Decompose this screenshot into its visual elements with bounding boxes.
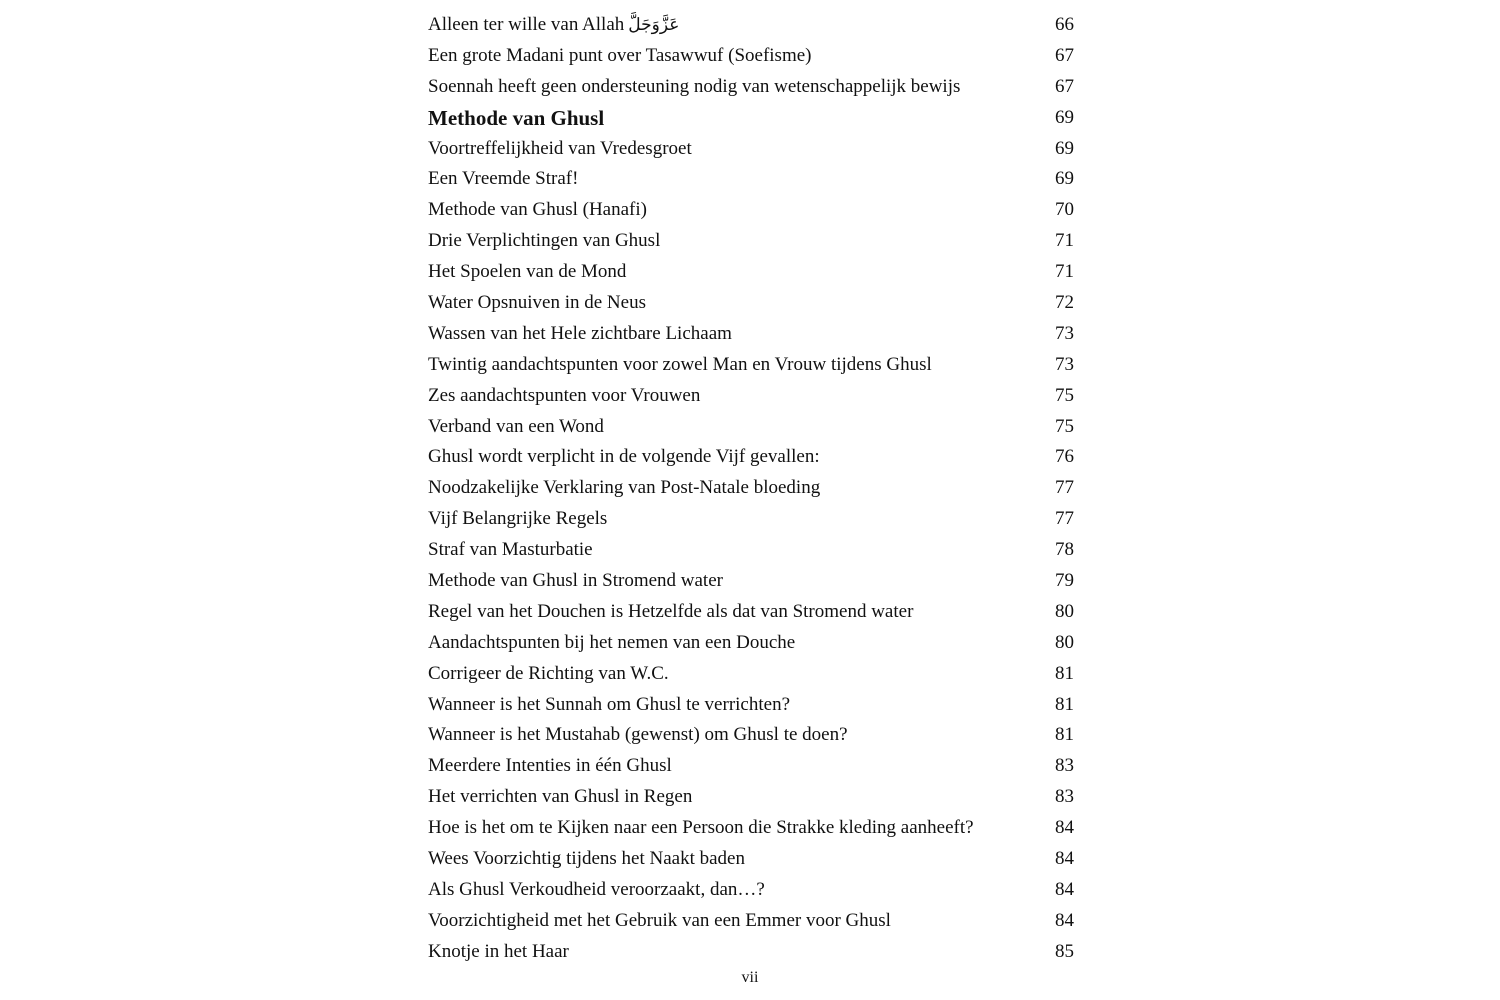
toc-entry-title-text: Als Ghusl Verkoudheid veroorzaakt, dan…? bbox=[428, 878, 765, 900]
toc-entry-title bbox=[428, 41, 812, 72]
toc-entry-title bbox=[428, 628, 795, 659]
toc-entry-page-number: 72 bbox=[1055, 292, 1074, 314]
toc-entry-page-number: 84 bbox=[1055, 848, 1074, 870]
toc-entry-title bbox=[428, 412, 604, 443]
toc-entry-page-number: 81 bbox=[1055, 724, 1074, 746]
toc-entry bbox=[428, 690, 1074, 721]
toc-entry-title-text: Straf van Masturbatie bbox=[428, 539, 593, 561]
toc-section-heading bbox=[428, 103, 1074, 134]
toc-entry-page-number: 85 bbox=[1055, 940, 1074, 962]
toc-entry-page-number: 81 bbox=[1055, 693, 1074, 715]
toc-entry-title bbox=[428, 473, 820, 504]
toc-entry-title bbox=[428, 720, 848, 751]
toc-entry bbox=[428, 813, 1074, 844]
toc-entry-title-text: Methode van Ghusl (Hanafi) bbox=[428, 199, 647, 221]
toc-entry-title-text: Een grote Madani punt over Tasawwuf (Soefisme) bbox=[428, 44, 812, 66]
toc-entry-title bbox=[428, 782, 692, 813]
toc-entry-title-text: Zes aandachtspunten voor Vrouwen bbox=[428, 384, 701, 406]
toc-entry-title bbox=[428, 288, 646, 319]
toc-entry bbox=[428, 782, 1074, 813]
toc-entry-title bbox=[428, 257, 626, 288]
toc-entry-page-number: 75 bbox=[1055, 384, 1074, 406]
toc-entry-page-number: 84 bbox=[1055, 817, 1074, 839]
toc-entry-title-text: Het verrichten van Ghusl in Regen bbox=[428, 786, 693, 808]
toc-entry-title bbox=[428, 226, 660, 257]
toc-entry bbox=[428, 628, 1074, 659]
toc-entry bbox=[428, 844, 1074, 875]
toc-entry bbox=[428, 659, 1074, 690]
toc-entry-page-number: 67 bbox=[1055, 44, 1074, 66]
toc-entry bbox=[428, 257, 1074, 288]
toc-entry bbox=[428, 288, 1074, 319]
toc-entry-title-text: Drie Verplichtingen van Ghusl bbox=[428, 230, 661, 252]
toc-entry bbox=[428, 164, 1074, 195]
page-number-footer: vii bbox=[741, 969, 759, 986]
toc-entry-title-text: Regel van het Douchen is Hetzelfde als dat van Stromend water bbox=[428, 600, 914, 622]
toc-entry-title-text: Het Spoelen van de Mond bbox=[428, 261, 627, 283]
toc-entry-page-number: 69 bbox=[1055, 137, 1074, 159]
toc-entry-arabic-honorific: عَزَّوَجَلَّ bbox=[628, 15, 680, 34]
toc-entry-title-text: Ghusl wordt verplicht in de volgende Vijf gevallen: bbox=[428, 446, 820, 468]
toc-entry-title-text: Knotje in het Haar bbox=[428, 940, 569, 962]
toc-entry-page-number: 78 bbox=[1055, 539, 1074, 561]
toc-entry-title-text: Methode van Ghusl in Stromend water bbox=[428, 570, 723, 592]
toc-entry-title bbox=[428, 442, 820, 473]
toc-entry-page-number: 66 bbox=[1055, 14, 1074, 35]
toc-entry-title bbox=[428, 319, 732, 350]
toc-entry bbox=[428, 10, 1074, 41]
toc-entry-title bbox=[428, 566, 723, 597]
toc-entry-title-text: Wees Voorzichtig tijdens het Naakt baden bbox=[428, 848, 745, 870]
toc-entry-title-text: Wanneer is het Mustahab (gewenst) om Ghusl te doen? bbox=[428, 724, 848, 746]
toc-entry-page-number: 73 bbox=[1055, 353, 1074, 375]
toc-entry-title bbox=[428, 751, 672, 782]
toc-entry-title bbox=[428, 72, 960, 103]
toc-entry-title-text: Corrigeer de Richting van W.C. bbox=[428, 662, 669, 684]
toc-entry-page-number: 79 bbox=[1055, 570, 1074, 592]
toc-entry bbox=[428, 751, 1074, 782]
toc-entry bbox=[428, 937, 1074, 968]
toc-entry bbox=[428, 906, 1074, 937]
toc-entry-page-number: 69 bbox=[1055, 106, 1074, 128]
toc-entry-page-number: 80 bbox=[1055, 600, 1074, 622]
toc-entry-title bbox=[428, 103, 604, 134]
toc-entry-page-number: 84 bbox=[1055, 909, 1074, 931]
toc-entry-page-number: 69 bbox=[1055, 168, 1074, 190]
toc-entry-title-text: Wanneer is het Sunnah om Ghusl te verrichten? bbox=[428, 693, 791, 715]
toc-entry bbox=[428, 504, 1074, 535]
toc-entry-title-text: Vijf Belangrijke Regels bbox=[428, 508, 608, 530]
toc-entry bbox=[428, 412, 1074, 443]
toc-entry-title-text: Verband van een Wond bbox=[428, 415, 604, 437]
toc-entry-title-text: Een Vreemde Straf! bbox=[428, 168, 579, 190]
toc-entry-title bbox=[428, 937, 569, 968]
toc-entry-title bbox=[428, 906, 891, 937]
toc-entry-page-number: 70 bbox=[1055, 199, 1074, 221]
toc-entry-title bbox=[428, 844, 745, 875]
toc-entry-title bbox=[428, 134, 692, 165]
toc-entry-page-number: 83 bbox=[1055, 755, 1074, 777]
toc-entry-title-text: Hoe is het om te Kijken naar een Persoon die Strakke kleding aanheeft? bbox=[428, 817, 974, 839]
toc-entry-page-number: 67 bbox=[1055, 75, 1074, 97]
toc-entry-title-text: Meerdere Intenties in één Ghusl bbox=[428, 755, 672, 777]
toc-entry bbox=[428, 381, 1074, 412]
toc-entry bbox=[428, 226, 1074, 257]
toc-entry-page-number: 75 bbox=[1055, 415, 1074, 437]
toc-entry bbox=[428, 195, 1074, 226]
toc-entry-title bbox=[428, 504, 607, 535]
toc-entry-title bbox=[428, 875, 765, 906]
toc-entry-title-text: Methode van Ghusl bbox=[428, 105, 605, 130]
toc-entry-title bbox=[428, 381, 700, 412]
toc-entry bbox=[428, 134, 1074, 165]
toc-entry-page-number: 73 bbox=[1055, 322, 1074, 344]
toc-entry-page-number: 76 bbox=[1055, 446, 1074, 468]
toc-entry-title-text: Noodzakelijke Verklaring van Post-Natale bloeding bbox=[428, 477, 821, 499]
toc-entry-page-number: 71 bbox=[1055, 261, 1074, 283]
toc-entry-page-number: 77 bbox=[1055, 477, 1074, 499]
toc-entry-title-text: Voortreffelijkheid van Vredesgroet bbox=[428, 137, 692, 159]
toc-entry-title bbox=[428, 350, 932, 381]
toc-entry-title-text: Alleen ter wille van Allah bbox=[428, 14, 625, 35]
toc-entry-title bbox=[428, 195, 647, 226]
toc-entry-title-text: Voorzichtigheid met het Gebruik van een Emmer voor Ghusl bbox=[428, 909, 891, 931]
toc-entry-title bbox=[428, 597, 913, 628]
toc-entry-page-number: 80 bbox=[1055, 631, 1074, 653]
toc-entry bbox=[428, 319, 1074, 350]
toc-entry-title-text: Twintig aandachtspunten voor zowel Man en Vrouw tijdens Ghusl bbox=[428, 353, 932, 375]
toc-entry bbox=[428, 535, 1074, 566]
toc-entry bbox=[428, 442, 1074, 473]
toc-entry-title-text: Wassen van het Hele zichtbare Lichaam bbox=[428, 322, 732, 344]
toc-entry-page-number: 83 bbox=[1055, 786, 1074, 808]
toc-entry-title bbox=[428, 813, 974, 844]
toc-entry-title bbox=[428, 535, 593, 566]
toc-entry-page-number: 77 bbox=[1055, 508, 1074, 530]
toc-entry-page-number: 81 bbox=[1055, 662, 1074, 684]
toc-entry bbox=[428, 720, 1074, 751]
toc-entry-title-text: Aandachtspunten bij het nemen van een Douche bbox=[428, 631, 796, 653]
toc-entry bbox=[428, 875, 1074, 906]
toc-entry-title bbox=[428, 164, 578, 195]
toc-entry bbox=[428, 566, 1074, 597]
toc-entry-title-text: Water Opsnuiven in de Neus bbox=[428, 292, 646, 314]
toc-entry-page-number: 71 bbox=[1055, 230, 1074, 252]
toc-entry bbox=[428, 72, 1074, 103]
toc-entry bbox=[428, 350, 1074, 381]
table-of-contents bbox=[428, 10, 1074, 968]
toc-entry-title-text: Soennah heeft geen ondersteuning nodig van wetenschappelijk bewijs bbox=[428, 75, 961, 97]
toc-entry bbox=[428, 597, 1074, 628]
toc-entry-title bbox=[428, 690, 790, 721]
toc-entry-title bbox=[428, 659, 669, 690]
toc-entry-page-number: 84 bbox=[1055, 878, 1074, 900]
toc-entry-title bbox=[428, 10, 679, 41]
toc-entry bbox=[428, 473, 1074, 504]
toc-entry bbox=[428, 41, 1074, 72]
